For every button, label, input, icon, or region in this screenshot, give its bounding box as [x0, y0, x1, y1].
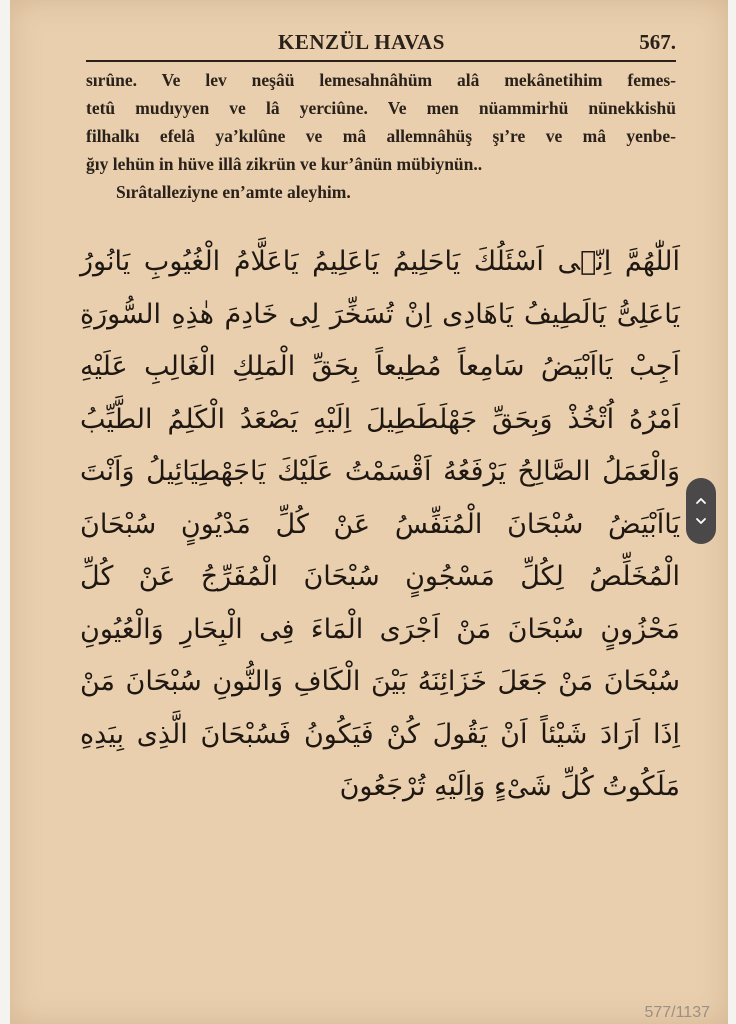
arabic-line: يَااَبْيَضُ سُبْحَانَ الْمُنَفِّسُ عَنْ كُلِّ مَدْيُونٍ سُبْحَانَ [80, 508, 680, 540]
arabic-line: اَجِبْ يَااَبْيَضُ سَامِعاً مُطِيعاً بِحَقِّ الْمَلِكِ الْغَالِبِ عَلَيْهِ [80, 351, 680, 382]
page-number: 567. [639, 30, 676, 54]
arabic-line: مَحْزُونٍ سُبْحَانَ مَنْ اَجْرَى الْمَاءَ فِى الْبِحَارِ وَالْعُيُونِ [80, 613, 680, 645]
transliteration-line: Sırâtalleziyne en’amte aleyhim. [116, 182, 351, 202]
arabic-line: اِذَا اَرَادَ شَيْئاً اَنْ يَقُولَ كُنْ فَيَكُونُ فَسُبْحَانَ الَّذِى بِيَدِهِ [80, 718, 680, 750]
transliteration-line: ğıy lehün in hüve illâ zikrün ve kur’ânün mübiynün.. [86, 154, 483, 174]
arabic-line: يَاعَلِىُّ يَالَطِيفُ يَاهَادِى اِنْ تُسَخِّرَ لِى خَادِمَ هٰذِهِ السُّورَةِ [80, 298, 680, 330]
chevron-up-icon[interactable] [694, 494, 708, 508]
arabic-prayer-text [80, 236, 680, 814]
arabic-line: سُبْحَانَ مَنْ جَعَلَ خَزَائِنَهُ بَيْنَ الْكَافِ وَالنُّونِ سُبْحَانَ مَنْ [80, 666, 680, 697]
transliteration-line: sırûne. Ve lev neşâü lemesahnâhüm alâ mekânetihim femes- [86, 70, 676, 90]
transliteration-text [86, 66, 676, 206]
arabic-line: اَمْرُهُ اُتْخُذْ وَبِحَقِّ جَهْلَطَطِيلَ اِلَيْهِ يَصْعَدُ الْكَلِمُ الطَّيِّبُ [80, 403, 680, 435]
arabic-line: الْمُخَلِّصُ لِكُلِّ مَسْجُونٍ سُبْحَانَ الْمُفَرِّجُ عَنْ كُلِّ [80, 561, 680, 592]
arabic-line: مَلَكُوتُ كُلِّ شَىْءٍ وَاِلَيْهِ تُرْجَعُونَ [339, 771, 680, 802]
arabic-line: اَللّٰهُمَّ اِنّٖى اَسْئَلُكَ يَاحَلِيمُ يَاعَلِيمُ يَاعَلَّامُ الْغُيُوبِ يَانُورُ [80, 246, 680, 277]
arabic-line: وَالْعَمَلُ الصَّالِحُ يَرْفَعُهُ اَقْسَمْتُ عَلَيْكَ يَاجَهْطِيَائِيلُ وَاَنْتَ [80, 456, 680, 487]
book-title: KENZÜL HAVAS [278, 30, 445, 54]
page-header [86, 30, 676, 62]
transliteration-line: filhalkı efelâ ya’kılûne ve mâ allemnâhüş şı’re ve mâ yenbe- [86, 126, 676, 146]
page-counter: 577/1137 [644, 1004, 710, 1021]
page-scroll-control[interactable] [686, 478, 716, 544]
chevron-down-icon[interactable] [694, 514, 708, 528]
transliteration-line: tetû mudıyyen ve lâ yerciûne. Ve men nüammirhü nünekkishü [86, 98, 676, 118]
book-page [10, 0, 728, 1024]
